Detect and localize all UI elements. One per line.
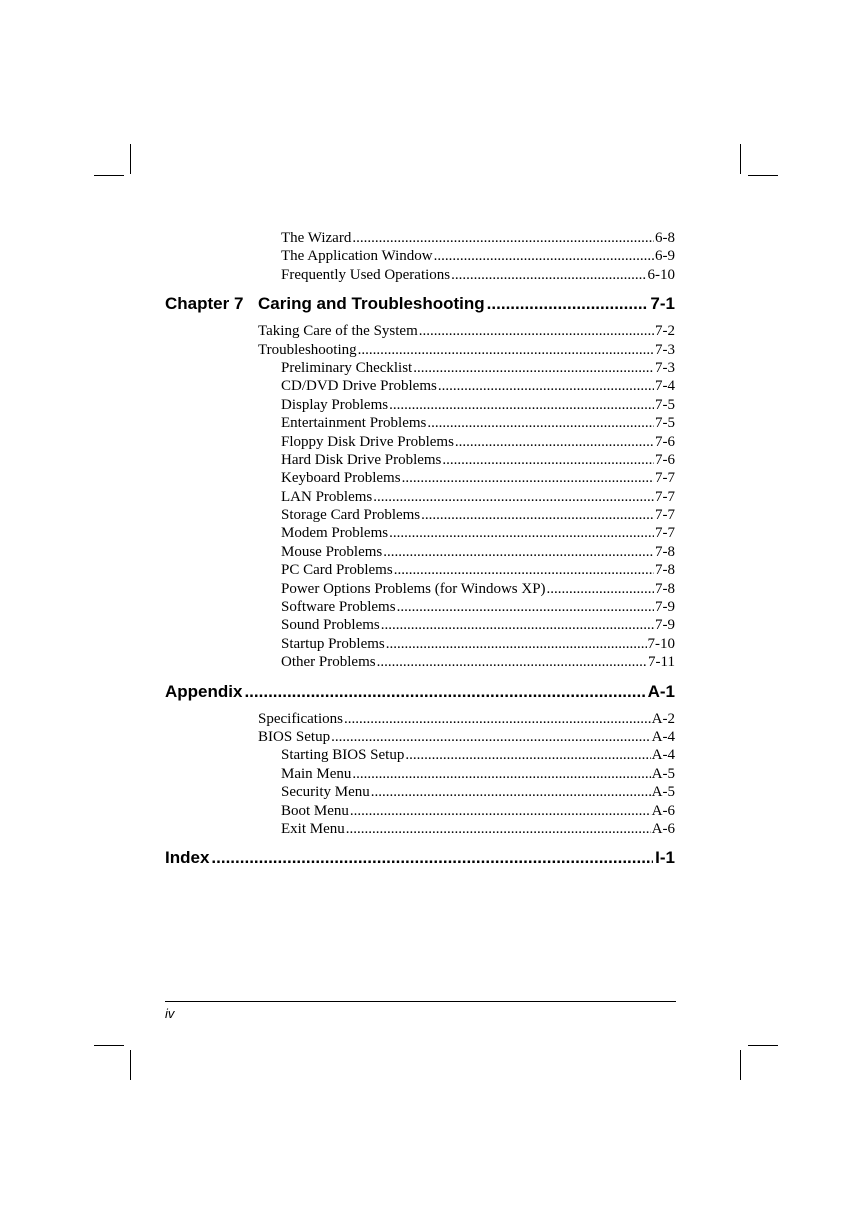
toc-entry-title: PC Card Problems	[281, 562, 393, 579]
toc-entry[interactable]	[281, 414, 675, 432]
dot-leader	[451, 266, 646, 284]
dot-leader	[346, 820, 651, 838]
dot-leader	[442, 451, 654, 469]
dot-leader	[383, 543, 654, 561]
toc-entry-page: A-6	[651, 802, 675, 819]
toc-entry[interactable]	[281, 580, 675, 598]
toc-entry-title: Entertainment Problems	[281, 415, 427, 432]
dot-leader	[371, 783, 651, 801]
toc-entry-title: Specifications	[258, 710, 343, 727]
crop-mark	[748, 1045, 778, 1046]
chapter-label: Chapter 7	[165, 294, 244, 314]
dot-leader	[244, 680, 645, 704]
toc-entry[interactable]	[258, 322, 675, 340]
crop-mark	[130, 1050, 131, 1080]
dot-leader	[352, 765, 650, 783]
toc-entry[interactable]	[281, 820, 675, 838]
dot-leader	[487, 292, 649, 316]
toc-entry-page: 7-7	[655, 488, 675, 505]
toc-entry[interactable]	[281, 616, 675, 634]
dot-leader	[381, 616, 654, 634]
dot-leader	[402, 469, 654, 487]
dot-leader	[211, 846, 653, 870]
crop-mark	[130, 144, 131, 174]
toc-entry-page: 7-10	[647, 635, 675, 652]
dot-leader	[386, 635, 647, 653]
toc-entry-page: A-6	[651, 820, 675, 837]
toc-entry[interactable]	[281, 247, 675, 265]
toc-entry[interactable]	[281, 543, 675, 561]
toc-entry-title: Software Problems	[281, 599, 396, 616]
toc-entry-title: Mouse Problems	[281, 543, 383, 560]
toc-entry[interactable]	[281, 746, 675, 764]
dot-leader	[344, 710, 651, 728]
toc-entry-title: Display Problems	[281, 396, 389, 413]
toc-entry[interactable]	[281, 653, 675, 671]
chapter-page: 7-1	[650, 294, 675, 314]
index-title: Index	[165, 848, 210, 868]
toc-entry-title: Preliminary Checklist	[281, 359, 413, 376]
toc-entry-page: 7-3	[655, 359, 675, 376]
toc-entry-title: Keyboard Problems	[281, 470, 401, 487]
dot-leader	[434, 247, 654, 265]
toc-entry-page: 7-5	[655, 396, 675, 413]
crop-mark	[94, 175, 124, 176]
toc-entry-page: 7-6	[655, 433, 675, 450]
dot-leader	[331, 728, 651, 746]
footer-rule	[165, 1001, 676, 1002]
toc-entry[interactable]	[258, 341, 675, 359]
toc-continued-section	[165, 229, 675, 284]
toc-entry-title: Starting BIOS Setup	[281, 747, 405, 764]
index-page: I-1	[655, 848, 675, 868]
toc-entry[interactable]	[281, 469, 675, 487]
toc-entry[interactable]	[281, 635, 675, 653]
dot-leader	[547, 580, 654, 598]
dot-leader	[394, 561, 654, 579]
toc-entry-title: BIOS Setup	[258, 728, 331, 745]
toc-entry[interactable]	[281, 598, 675, 616]
crop-mark	[94, 1045, 124, 1046]
toc-entry-page: 7-7	[655, 470, 675, 487]
toc-entry[interactable]	[281, 802, 675, 820]
page-number: iv	[165, 1006, 175, 1021]
toc-entry-title: The Wizard	[281, 230, 352, 246]
toc-entry-title: Taking Care of the System	[258, 323, 418, 340]
dot-leader	[352, 229, 654, 247]
toc-entry-title: The Application Window	[281, 248, 433, 265]
toc-entry-page: A-5	[651, 765, 675, 782]
toc-entry-page: 7-6	[655, 451, 675, 468]
toc-entry-title: Storage Card Problems	[281, 507, 421, 524]
toc-entry-page: 7-5	[655, 415, 675, 432]
toc-entry-page: 7-8	[655, 580, 675, 597]
toc-entry[interactable]	[258, 710, 675, 728]
toc-entry-title: Sound Problems	[281, 617, 380, 634]
toc-entry-page: 7-7	[655, 507, 675, 524]
dot-leader	[405, 746, 650, 764]
toc-entry-title: Security Menu	[281, 784, 370, 801]
toc-entry[interactable]	[281, 561, 675, 579]
toc-entry[interactable]	[281, 229, 675, 247]
dot-leader	[438, 377, 654, 395]
toc-entry[interactable]	[258, 728, 675, 746]
toc-entry-title: Hard Disk Drive Problems	[281, 451, 442, 468]
toc-entry-page: 7-8	[655, 562, 675, 579]
toc-entry[interactable]	[281, 488, 675, 506]
toc-entry[interactable]	[281, 506, 675, 524]
dot-leader	[358, 341, 654, 359]
dot-leader	[389, 524, 654, 542]
toc-entry[interactable]	[281, 266, 675, 284]
toc-entry-title: Startup Problems	[281, 635, 385, 652]
dot-leader	[419, 322, 654, 340]
dot-leader	[397, 598, 654, 616]
dot-leader	[350, 802, 651, 820]
toc-entry[interactable]	[281, 765, 675, 783]
appendix-heading[interactable]	[165, 680, 675, 704]
toc-entry-title: LAN Problems	[281, 488, 373, 505]
chapter-title: Caring and Troubleshooting	[258, 294, 485, 314]
toc-entry-title: Troubleshooting	[258, 341, 357, 358]
toc-entry[interactable]	[281, 396, 675, 414]
crop-mark	[740, 1050, 741, 1080]
appendix-title: Appendix	[165, 681, 243, 701]
toc-entry-page: 7-3	[655, 341, 675, 358]
toc-entry-page: A-2	[651, 710, 675, 727]
toc-entry-page: A-4	[651, 747, 675, 764]
toc-entry-page: 7-2	[655, 323, 675, 340]
toc-entry-title: CD/DVD Drive Problems	[281, 378, 437, 395]
appendix-page: A-1	[647, 681, 675, 701]
index-heading[interactable]	[165, 846, 675, 870]
dot-leader	[455, 433, 654, 451]
crop-mark	[748, 175, 778, 176]
toc-entry-title: Boot Menu	[281, 802, 349, 819]
dot-leader	[427, 414, 654, 432]
crop-mark	[740, 144, 741, 174]
toc-entry-page: 6-8	[655, 230, 675, 246]
dot-leader	[421, 506, 654, 524]
toc-entry-title: Modem Problems	[281, 525, 389, 542]
toc-entry[interactable]	[281, 359, 675, 377]
toc-entry-page: 7-11	[648, 654, 675, 671]
chapter-heading[interactable]	[165, 292, 675, 316]
toc-entry[interactable]	[281, 524, 675, 542]
appendix-entries	[165, 710, 675, 839]
toc-entry[interactable]	[281, 377, 675, 395]
toc-entry[interactable]	[281, 433, 675, 451]
toc-entry-title: Main Menu	[281, 765, 352, 782]
toc-entry-page: 6-10	[647, 266, 675, 283]
dot-leader	[373, 488, 654, 506]
toc-entry-page: 6-9	[655, 248, 675, 265]
toc-entry-title: Other Problems	[281, 654, 376, 671]
toc-entry-title: Exit Menu	[281, 820, 345, 837]
toc-entry-page: A-5	[651, 784, 675, 801]
toc-entry-page: 7-9	[655, 599, 675, 616]
toc-entry-title: Frequently Used Operations	[281, 266, 451, 283]
toc-entry-title: Floppy Disk Drive Problems	[281, 433, 454, 450]
dot-leader	[377, 653, 647, 671]
dot-leader	[389, 396, 654, 414]
toc-entry[interactable]	[281, 451, 675, 469]
toc-entry-page: A-4	[651, 728, 675, 745]
toc-entry-page: 7-9	[655, 617, 675, 634]
table-of-contents	[165, 229, 675, 870]
toc-entry-page: 7-4	[655, 378, 675, 395]
chapter7-entries	[165, 322, 675, 671]
toc-entry-page: 7-7	[655, 525, 675, 542]
toc-entry-page: 7-8	[655, 543, 675, 560]
toc-entry[interactable]	[281, 783, 675, 801]
dot-leader	[413, 359, 654, 377]
toc-entry-title: Power Options Problems (for Windows XP)	[281, 580, 546, 597]
